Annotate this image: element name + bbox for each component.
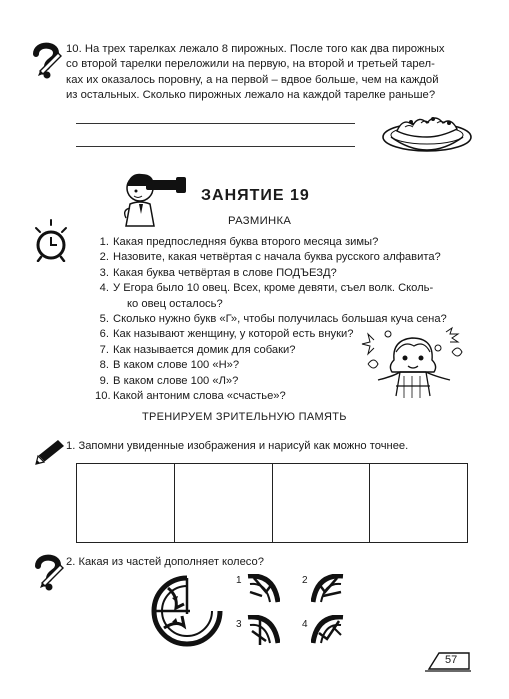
drawing-cell[interactable]: [370, 464, 467, 542]
item-text: У Егора было 10 овец. Всех, кроме девяти, съел волк. Сколь-: [113, 282, 434, 295]
item-text: Как называется домик для собаки?: [113, 343, 296, 356]
wheel-figure-image: [150, 574, 224, 648]
kid-with-binoculars-image: [118, 168, 190, 228]
option-number: 2: [302, 575, 308, 586]
option-piece-2[interactable]: [311, 574, 345, 606]
option-piece-4[interactable]: [311, 615, 345, 647]
list-item: [95, 266, 483, 281]
item-number: 9.: [99, 374, 109, 387]
item-text: Какой антоним слова «счастье»?: [113, 390, 286, 403]
option-number: 4: [302, 619, 308, 630]
list-item: [95, 250, 483, 265]
problem-line: из остальных. Сколько пирожных лежало на каждой тарелке раньше?: [66, 89, 436, 102]
item-text: Какая буква четвёртая в слове ПОДЪЕЗД?: [113, 266, 337, 279]
task-2-text: 2. Какая из частей дополняет колесо?: [66, 556, 264, 568]
alarm-clock-icon: [32, 218, 70, 262]
answer-line-2[interactable]: [76, 146, 355, 147]
problem-line: со второй тарелки переложили на первую, на второй и третьей тарел-: [66, 58, 435, 71]
answer-line-1[interactable]: [76, 123, 355, 124]
task-1-text: 1. Запомни увиденные изображения и нарисуй как можно точнее.: [66, 440, 409, 452]
item-number: 3.: [99, 266, 109, 279]
list-item: [95, 235, 483, 250]
list-item: [95, 281, 483, 296]
item-text: Назовите, какая четвёртая с начала буква русского алфавита?: [113, 251, 441, 264]
girl-with-butterflies-image: [354, 326, 472, 400]
item-text: В каком слове 100 «Л»?: [113, 374, 239, 387]
item-text: Сколько нужно букв «Г», чтобы получилась большая куча сена?: [113, 313, 447, 326]
pencil-icon: [32, 438, 66, 468]
item-number: 5.: [99, 313, 109, 326]
drawing-cell[interactable]: [175, 464, 273, 542]
problem-line: 10. На трех тарелках лежало 8 пирожных. После того как два пирожных: [66, 43, 445, 55]
item-number: 10.: [95, 390, 111, 403]
drawing-grid: [76, 463, 468, 543]
item-text: ко овец осталось?: [127, 297, 223, 310]
item-number: 6.: [99, 328, 109, 341]
page-number: 57: [445, 654, 458, 666]
memory-section-title: ТРЕНИРУЕМ ЗРИТЕЛЬНУЮ ПАМЯТЬ: [142, 411, 347, 423]
option-number: 3: [236, 619, 242, 630]
item-text: Какая предпоследняя буква второго месяца зимы?: [113, 236, 379, 248]
option-number: 1: [236, 575, 242, 586]
lesson-title: ЗАНЯТИЕ 19: [201, 187, 310, 204]
plate-with-cakes-image: [381, 107, 473, 159]
item-number: 8.: [99, 359, 109, 372]
option-piece-1[interactable]: [246, 574, 280, 606]
option-piece-3[interactable]: [246, 615, 280, 647]
item-number: 2.: [99, 251, 109, 264]
warmup-title: РАЗМИНКА: [228, 215, 292, 227]
problem-line: ках их оказалось поровну, а на первой – вдвое больше, чем на каждой: [66, 73, 439, 86]
drawing-cell[interactable]: [273, 464, 371, 542]
question-pen-icon: [30, 40, 64, 80]
item-number: 1.: [99, 236, 109, 248]
item-number: 4.: [99, 282, 109, 295]
question-pen-icon: [32, 552, 66, 592]
list-item-continuation: [95, 297, 483, 312]
problem-10-text: [66, 42, 482, 104]
drawing-cell[interactable]: [77, 464, 175, 542]
item-text: Как называют женщину, у которой есть внуки?: [113, 328, 354, 341]
item-text: В каком слове 100 «Н»?: [113, 359, 240, 372]
item-number: 7.: [99, 343, 109, 356]
